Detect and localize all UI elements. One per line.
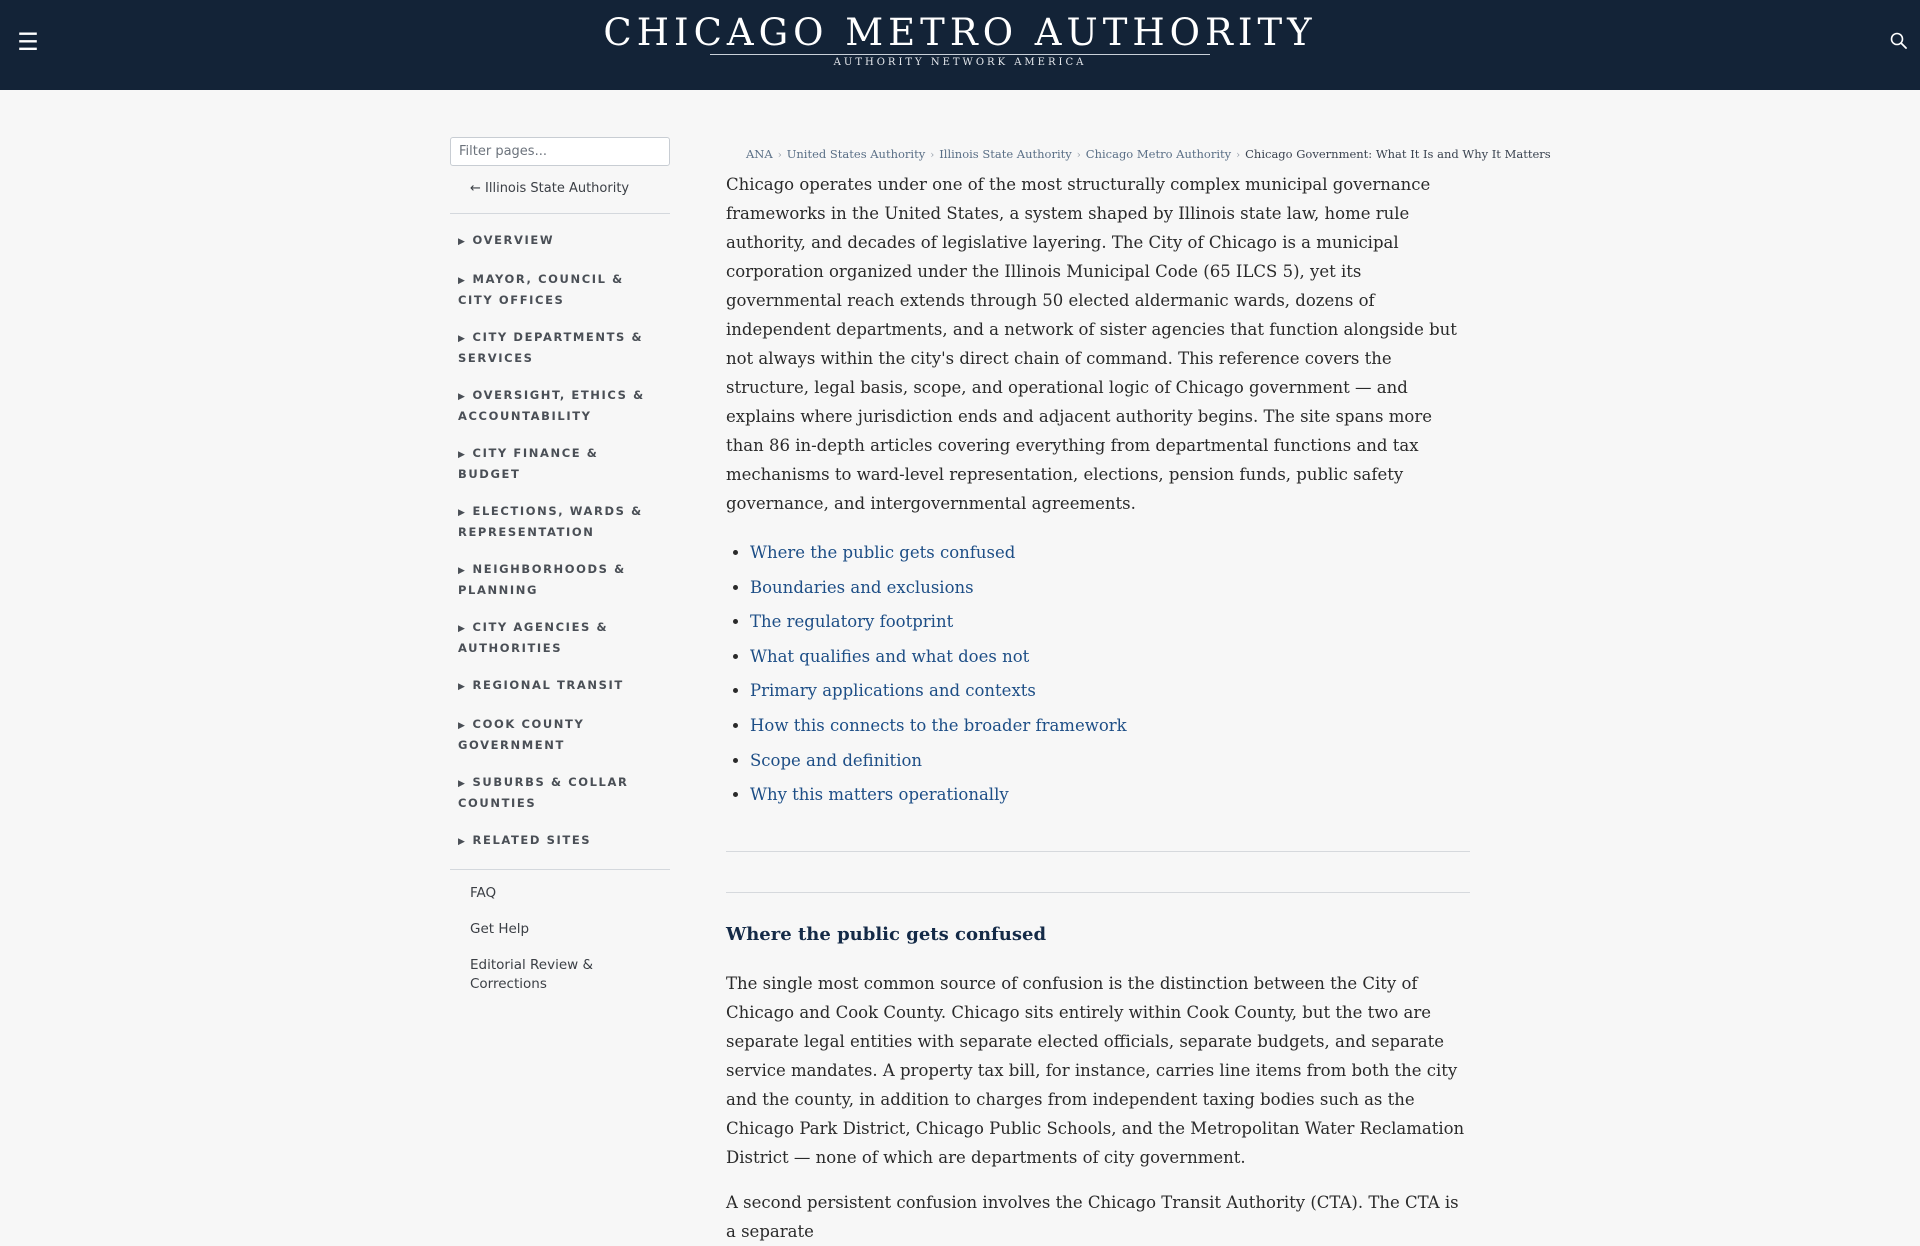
sidebar-nav-item[interactable] — [450, 319, 670, 377]
intro-paragraph: Chicago operates under one of the most structurally complex municipal governance frameworks in the United States, a system shaped by Illinois state law, home rule authority, and decades of legislative layering. The City of Chicago is a municipal corporation organized under the Illinois Municipal Code (65 ILCS 5), yet its governmental reach extends through 50 elected aldermanic wards, dozens of independent departments, and a network of sister agencies that function alongside but not always within the city's direct chain of command. This reference covers the structure, legal basis, scope, and operational logic of Chicago government — and explains where jurisdiction ends and adjacent authority begins. The site spans more than 86 in-depth articles covering everything from departmental functions and tax mechanisms to ward-level representation, elections, pension funds, public safety governance, and intergovernmental agreements. — [726, 175, 1457, 513]
title-divider — [710, 54, 1210, 55]
sidebar-nav-label: NEIGHBORHOODS & PLANNING — [458, 562, 626, 597]
filter-pages-input[interactable] — [450, 137, 670, 166]
sidebar-nav-label: REGIONAL TRANSIT — [472, 678, 624, 692]
table-of-contents — [726, 536, 1470, 813]
back-link-illinois[interactable]: ← Illinois State Authority — [470, 181, 630, 196]
breadcrumb-separator-icon: › — [777, 150, 782, 161]
expand-triangle-icon: ▶ — [458, 334, 467, 344]
breadcrumb-separator-icon: › — [1236, 150, 1241, 161]
toc-link[interactable]: Boundaries and exclusions — [750, 577, 974, 597]
sidebar-nav-label: CITY FINANCE & BUDGET — [458, 446, 599, 481]
toc-item — [750, 778, 1470, 813]
sidebar-nav-label: SUBURBS & COLLAR COUNTIES — [458, 775, 629, 810]
sidebar-nav-label: OVERSIGHT, ETHICS & ACCOUNTABILITY — [458, 388, 645, 423]
expand-triangle-icon: ▶ — [458, 721, 467, 731]
breadcrumb-separator-icon: › — [930, 150, 935, 161]
sidebar-nav-item[interactable] — [450, 706, 670, 764]
expand-triangle-icon: ▶ — [458, 237, 467, 247]
site-subtitle: AUTHORITY NETWORK AMERICA — [833, 57, 1087, 68]
sidebar-nav-label: RELATED SITES — [472, 833, 592, 847]
sidebar-footer-link[interactable]: Editorial Review & Corrections — [470, 957, 594, 992]
sidebar-footer-link[interactable]: Get Help — [470, 921, 530, 937]
sidebar-nav-item[interactable] — [450, 435, 670, 493]
sidebar-nav-label: ELECTIONS, WARDS & REPRESENTATION — [458, 504, 643, 539]
section-paragraph: A second persistent confusion involves the Chicago Transit Authority (CTA). The CTA is a separate — [726, 1192, 1459, 1241]
sidebar-nav-label: OVERVIEW — [472, 233, 555, 247]
sidebar-nav-item[interactable] — [450, 261, 670, 319]
breadcrumb-link[interactable]: United States Authority — [786, 147, 926, 161]
toc-item — [750, 536, 1470, 571]
site-header — [0, 0, 1920, 90]
sidebar-nav-label: CITY AGENCIES & AUTHORITIES — [458, 620, 609, 655]
toc-item — [750, 605, 1470, 640]
expand-triangle-icon: ▶ — [458, 566, 467, 576]
breadcrumb-link[interactable]: Illinois State Authority — [939, 147, 1072, 161]
toc-item — [750, 674, 1470, 709]
toc-link[interactable]: Primary applications and contexts — [750, 681, 1036, 701]
sidebar-nav-item[interactable] — [450, 609, 670, 667]
sidebar-footer-links — [450, 870, 670, 994]
menu-icon[interactable]: ☰ — [17, 28, 39, 56]
toc-item — [750, 744, 1470, 779]
search-icon[interactable] — [1888, 30, 1910, 52]
toc-link[interactable]: How this connects to the broader framework — [750, 715, 1127, 735]
breadcrumb-current: Chicago Government: What It Is and Why It Matters — [1245, 147, 1551, 161]
toc-item — [750, 640, 1470, 675]
sidebar-nav-item[interactable] — [450, 764, 670, 822]
expand-triangle-icon: ▶ — [458, 392, 467, 402]
breadcrumb-link[interactable]: ANA — [746, 147, 773, 161]
toc-item — [750, 709, 1470, 744]
sidebar-footer-link[interactable]: FAQ — [470, 885, 497, 901]
toc-link[interactable]: What qualifies and what does not — [750, 646, 1030, 666]
sidebar-nav-item[interactable] — [450, 377, 670, 435]
section-divider — [726, 892, 1470, 893]
toc-link[interactable]: Where the public gets confused — [750, 543, 1016, 562]
expand-triangle-icon: ▶ — [458, 837, 467, 847]
toc-item — [750, 571, 1470, 606]
expand-triangle-icon: ▶ — [458, 682, 467, 692]
toc-link[interactable]: The regulatory footprint — [750, 612, 954, 632]
expand-triangle-icon: ▶ — [458, 779, 467, 789]
sidebar-nav-item[interactable] — [450, 822, 670, 861]
sidebar — [450, 137, 670, 1011]
section-paragraph: The single most common source of confusion is the distinction between the City of Chicago and Cook County. Chicago sits entirely within Cook County, but the two are separate legal entities with separate elected officials, separate budgets, and separate service mandates. A property tax bill, for instance, carries line items from both the city and the county, in addition to charges from independent taxing bodies such as the Chicago Park District, Chicago Public Schools, and the Metropolitan Water Reclamation District — none of which are departments of city government. — [726, 973, 1465, 1167]
breadcrumb-separator-icon: › — [1076, 150, 1081, 161]
toc-link[interactable]: Scope and definition — [750, 750, 923, 770]
sidebar-nav-item[interactable] — [450, 222, 670, 261]
site-title[interactable]: CHICAGO METRO AUTHORITY — [603, 11, 1317, 54]
sidebar-nav-item[interactable] — [450, 493, 670, 551]
breadcrumb-link[interactable]: Chicago Metro Authority — [1085, 147, 1232, 161]
sidebar-nav-item[interactable] — [450, 667, 670, 706]
sidebar-nav-label: COOK COUNTY GOVERNMENT — [458, 717, 585, 752]
breadcrumb — [726, 138, 1551, 161]
toc-link[interactable]: Why this matters operationally — [750, 785, 1009, 805]
sidebar-nav-label: CITY DEPARTMENTS & SERVICES — [458, 330, 644, 365]
sidebar-nav — [450, 214, 670, 869]
section-divider — [726, 851, 1470, 852]
sidebar-nav-item[interactable] — [450, 551, 670, 609]
expand-triangle-icon: ▶ — [458, 276, 467, 286]
sidebar-nav-label: MAYOR, COUNCIL & CITY OFFICES — [458, 272, 624, 307]
expand-triangle-icon: ▶ — [458, 624, 467, 634]
section-heading: Where the public gets confused — [726, 923, 1047, 945]
expand-triangle-icon: ▶ — [458, 450, 467, 460]
expand-triangle-icon: ▶ — [458, 508, 467, 518]
